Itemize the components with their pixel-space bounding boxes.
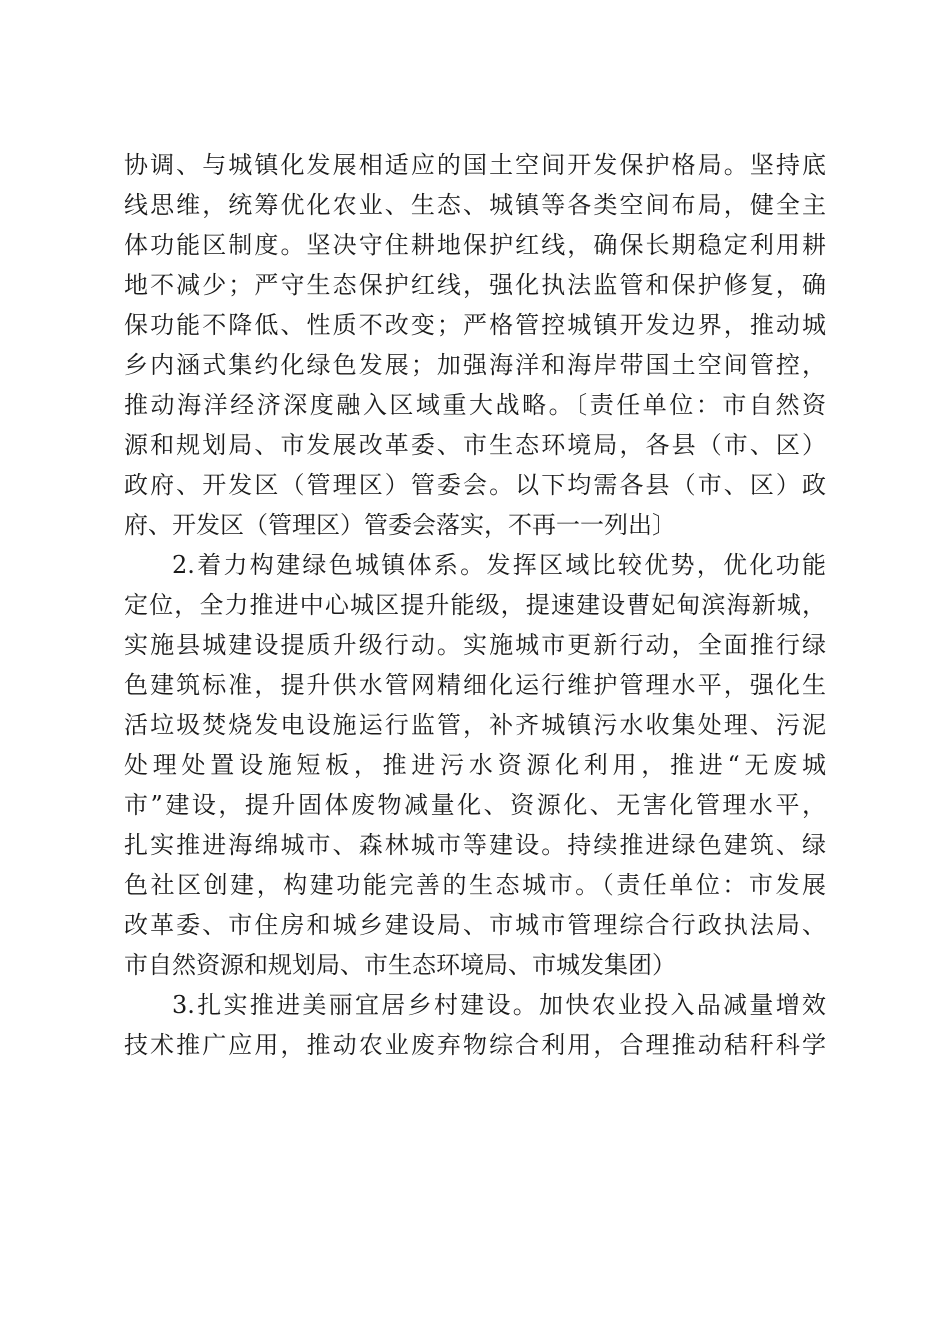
paragraph-line: 政府、开发区（管理区）管委会。以下均需各县（市、区）政 bbox=[124, 471, 826, 499]
paragraph-line: 2.着力构建绿色城镇体系。发挥区域比较优势，优化功能 bbox=[172, 551, 826, 579]
paragraph-line: 实施县城建设提质升级行动。实施城市更新行动，全面推行绿 bbox=[124, 631, 826, 659]
paragraph-line: 扎实推进海绵城市、森林城市等建设。持续推进绿色建筑、绿 bbox=[124, 831, 826, 859]
paragraph-line: 处理处置设施短板，推进污水资源化利用，推进“无废城 bbox=[124, 751, 826, 779]
paragraph-line: 色建筑标准，提升供水管网精细化运行维护管理水平，强化生 bbox=[124, 671, 826, 699]
paragraph-line: 地不减少；严守生态保护红线，强化执法监管和保护修复，确 bbox=[124, 271, 826, 299]
paragraph-line: 乡内涵式集约化绿色发展；加强海洋和海岸带国土空间管控， bbox=[124, 351, 826, 379]
paragraph-2 bbox=[124, 545, 826, 985]
paragraph-line: 线思维，统筹优化农业、生态、城镇等各类空间布局，健全主 bbox=[124, 191, 826, 219]
paragraph-line: 体功能区制度。坚决守住耕地保护红线，确保长期稳定利用耕 bbox=[124, 231, 826, 259]
paragraph-line: 市自然资源和规划局、市生态环境局、市城发集团） bbox=[124, 951, 676, 979]
paragraph-line: 技术推广应用，推动农业废弃物综合利用，合理推动秸秆科学 bbox=[124, 1031, 826, 1059]
paragraph-line: 改革委、市住房和城乡建设局、市城市管理综合行政执法局、 bbox=[124, 911, 826, 939]
paragraph-line: 推动海洋经济深度融入区域重大战略。〔责任单位：市自然资 bbox=[124, 391, 826, 419]
paragraph-1 bbox=[124, 145, 826, 545]
paragraph-line: 府、开发区（管理区）管委会落实，不再一一列出〕 bbox=[124, 511, 676, 539]
paragraph-line: 保功能不降低、性质不改变；严格管控城镇开发边界，推动城 bbox=[124, 311, 826, 339]
paragraph-line: 色社区创建，构建功能完善的生态城市。（责任单位：市发展 bbox=[124, 871, 826, 899]
paragraph-line: 市”建设，提升固体废物减量化、资源化、无害化管理水平， bbox=[124, 791, 826, 819]
paragraph-line: 3.扎实推进美丽宜居乡村建设。加快农业投入品减量增效 bbox=[172, 991, 826, 1019]
paragraph-line: 源和规划局、市发展改革委、市生态环境局，各县（市、区） bbox=[124, 431, 826, 459]
document-body bbox=[124, 145, 826, 1065]
paragraph-line: 活垃圾焚烧发电设施运行监管，补齐城镇污水收集处理、污泥 bbox=[124, 711, 826, 739]
paragraph-line: 定位，全力推进中心城区提升能级，提速建设曹妃甸滨海新城， bbox=[124, 591, 826, 619]
paragraph-3 bbox=[124, 985, 826, 1065]
paragraph-line: 协调、与城镇化发展相适应的国土空间开发保护格局。坚持底 bbox=[124, 151, 826, 179]
